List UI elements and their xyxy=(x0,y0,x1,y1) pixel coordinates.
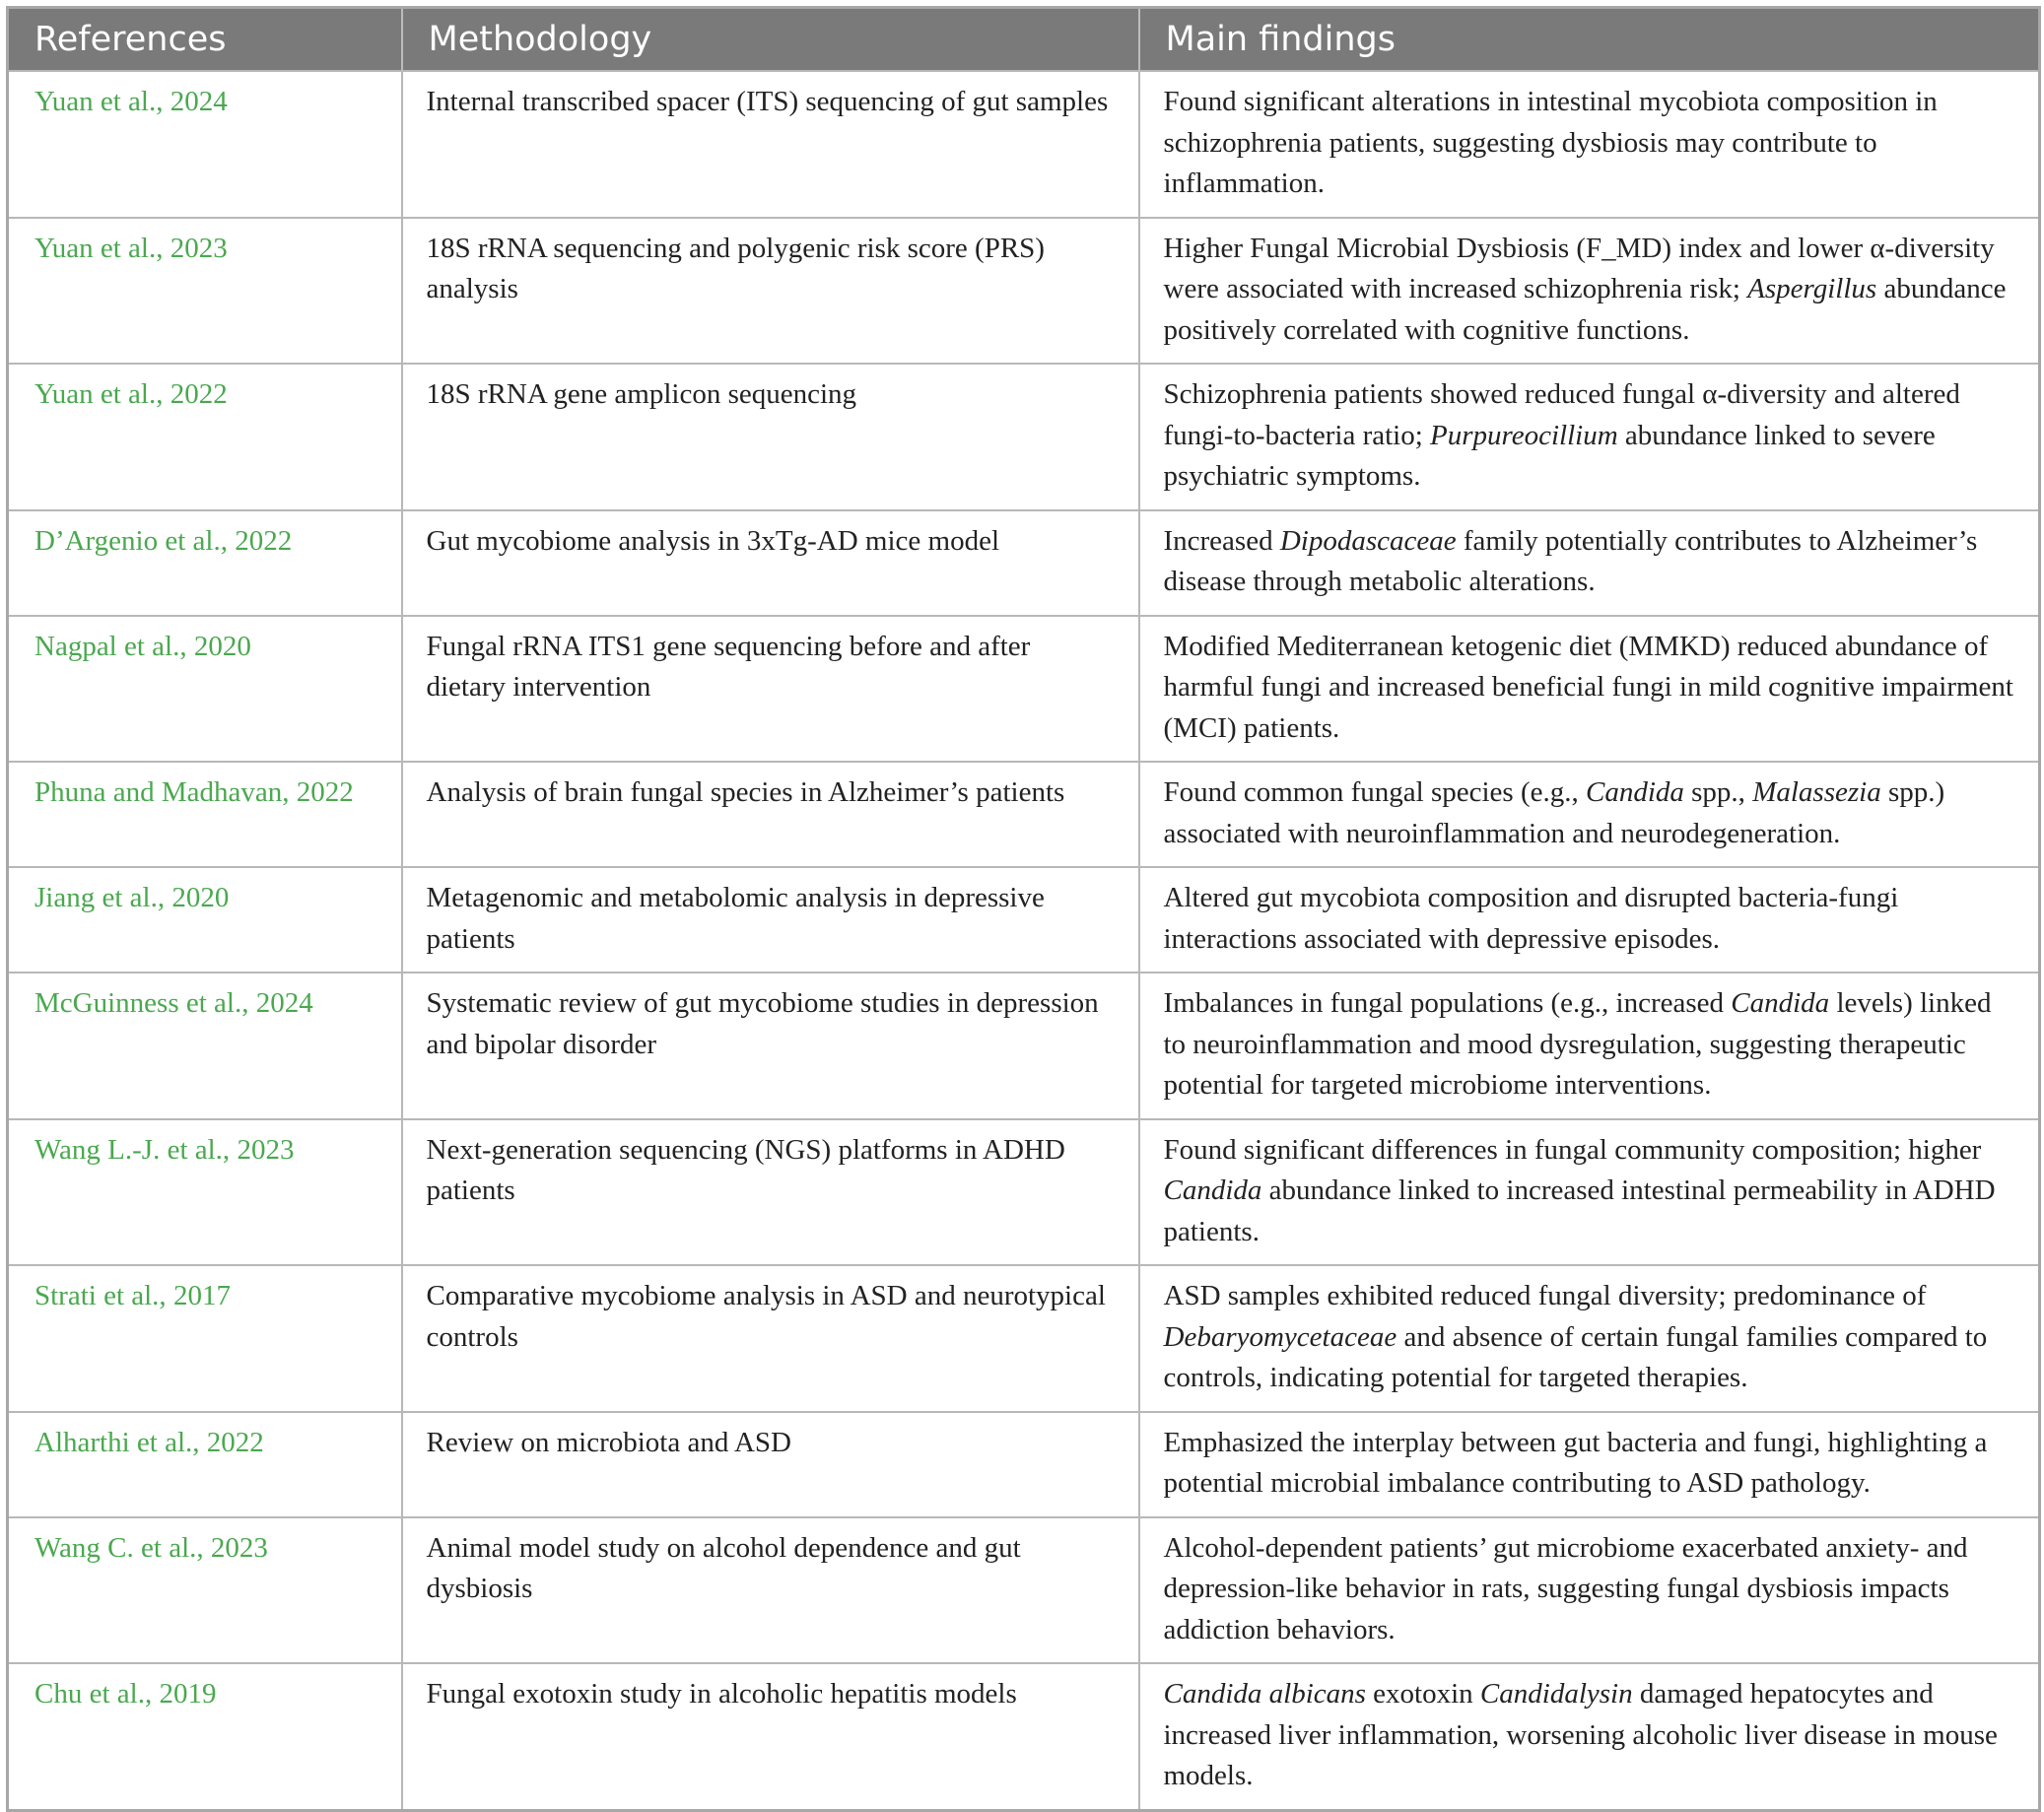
reference-cell xyxy=(8,616,402,763)
taxon-name: Debaryomycetaceae xyxy=(1163,1320,1397,1353)
reference-year-link[interactable]: 2019 xyxy=(159,1678,217,1710)
reference-year-link[interactable]: 2023 xyxy=(237,1133,295,1166)
reference-cell xyxy=(8,1412,402,1517)
findings-text: Increased xyxy=(1163,524,1280,557)
reference-cell xyxy=(8,867,402,973)
reference-cell xyxy=(8,973,402,1119)
table-header xyxy=(8,8,2040,72)
table-row xyxy=(8,867,2040,973)
table-row xyxy=(8,616,2040,763)
findings-text: and absence of certain fungal families compared to controls, indicating potential for targeted therapies. xyxy=(1163,1320,1988,1393)
taxon-name: Malassezia xyxy=(1752,776,1881,808)
table-row xyxy=(8,510,2040,616)
findings-table xyxy=(6,6,2041,1812)
findings-text: ASD samples exhibited reduced fungal diversity; predominance of xyxy=(1163,1280,1927,1311)
taxon-name: Candida xyxy=(1731,987,1830,1019)
methodology-cell: 18S rRNA sequencing and polygenic risk score (PRS) analysis xyxy=(402,218,1139,365)
methodology-cell: Analysis of brain fungal species in Alzheimer’s patients xyxy=(402,762,1139,867)
reference-year-link[interactable]: 2022 xyxy=(206,1426,264,1458)
reference-year-link[interactable]: 2022 xyxy=(296,776,354,808)
findings-cell xyxy=(1139,1265,2040,1412)
table-row xyxy=(8,973,2040,1119)
methodology-cell: Comparative mycobiome analysis in ASD and neurotypical controls xyxy=(402,1265,1139,1412)
findings-cell xyxy=(1139,616,2040,763)
findings-text: Found common fungal species (e.g., xyxy=(1163,776,1586,808)
findings-cell xyxy=(1139,1119,2040,1266)
findings-cell xyxy=(1139,762,2040,867)
taxon-name: Candida xyxy=(1163,1174,1262,1206)
header-row xyxy=(8,8,2040,72)
reference-authors-link[interactable]: Wang C. et al., xyxy=(34,1531,204,1564)
findings-cell xyxy=(1139,973,2040,1119)
findings-cell xyxy=(1139,71,2040,218)
findings-text: Schizophrenia patients showed reduced fungal α-diversity and altered fungi-to-bacteria ratio; xyxy=(1163,378,1960,451)
header-references: References xyxy=(8,8,402,72)
reference-authors-link[interactable]: D’Argenio et al., xyxy=(34,524,228,557)
header-main-findings: Main findings xyxy=(1139,8,2040,72)
methodology-cell: Systematic review of gut mycobiome studies in depression and bipolar disorder xyxy=(402,973,1139,1119)
reference-cell xyxy=(8,218,402,365)
taxon-name: Dipodascaceae xyxy=(1279,524,1457,557)
reference-cell xyxy=(8,762,402,867)
table-row xyxy=(8,1265,2040,1412)
findings-text: abundance linked to increased intestinal permeability in ADHD patients. xyxy=(1163,1174,1996,1247)
reference-cell xyxy=(8,71,402,218)
reference-year-link[interactable]: 2017 xyxy=(172,1280,231,1311)
findings-text: Imbalances in fungal populations (e.g., increased xyxy=(1163,987,1732,1019)
findings-cell xyxy=(1139,218,2040,365)
reference-year-link[interactable]: 2023 xyxy=(170,232,228,264)
reference-authors-link[interactable]: Alharthi et al., xyxy=(34,1426,200,1458)
findings-text: Found significant alterations in intestinal mycobiota composition in schizophrenia patients, suggesting dysbiosis may contribute to inflammation. xyxy=(1163,86,1938,199)
findings-text: Alcohol-dependent patients’ gut microbiome exacerbated anxiety- and depression-like behavior in rats, suggesting fungal dysbiosis impacts addiction behaviors. xyxy=(1163,1531,1968,1645)
reference-year-link[interactable]: 2022 xyxy=(170,378,228,410)
findings-text: Modified Mediterranean ketogenic diet (MMKD) reduced abundance of harmful fungi and increased beneficial fungi in mild cognitive impairment (MCI) patients. xyxy=(1163,630,2013,744)
reference-authors-link[interactable]: Chu et al., xyxy=(34,1678,153,1710)
reference-year-link[interactable]: 2024 xyxy=(255,987,313,1019)
findings-text: Altered gut mycobiota composition and disrupted bacteria-fungi interactions associated with depressive episodes. xyxy=(1163,882,1899,955)
table-row xyxy=(8,218,2040,365)
reference-authors-link[interactable]: Yuan et al., xyxy=(34,86,164,117)
table-row xyxy=(8,1412,2040,1517)
table-row xyxy=(8,1119,2040,1266)
findings-text: abundance positively correlated with cognitive functions. xyxy=(1163,273,2007,346)
findings-text: spp., xyxy=(1683,776,1753,808)
table-row xyxy=(8,364,2040,510)
findings-cell xyxy=(1139,364,2040,510)
reference-authors-link[interactable]: McGuinness et al., xyxy=(34,987,249,1019)
methodology-cell: Next-generation sequencing (NGS) platforms in ADHD patients xyxy=(402,1119,1139,1266)
reference-cell xyxy=(8,1265,402,1412)
findings-text: levels) linked to neuroinflammation and mood dysregulation, suggesting therapeutic potential for targeted microbiome interventions. xyxy=(1163,987,1992,1101)
reference-authors-link[interactable]: Jiang et al., xyxy=(34,882,166,913)
findings-cell xyxy=(1139,867,2040,973)
methodology-cell: Internal transcribed spacer (ITS) sequencing of gut samples xyxy=(402,71,1139,218)
reference-authors-link[interactable]: Strati et al., xyxy=(34,1280,167,1311)
findings-text: family potentially contributes to Alzheimer’s disease through metabolic alterations. xyxy=(1163,524,1978,597)
methodology-cell: 18S rRNA gene amplicon sequencing xyxy=(402,364,1139,510)
findings-text: Emphasized the interplay between gut bacteria and fungi, highlighting a potential microbial imbalance contributing to ASD pathology. xyxy=(1163,1426,1988,1499)
taxon-name: Candida xyxy=(1585,776,1684,808)
findings-text: Found significant differences in fungal community composition; higher xyxy=(1163,1133,1982,1166)
methodology-cell: Fungal rRNA ITS1 gene sequencing before and after dietary intervention xyxy=(402,616,1139,763)
table-row xyxy=(8,1517,2040,1664)
reference-year-link[interactable]: 2020 xyxy=(171,882,230,913)
findings-text: Higher Fungal Microbial Dysbiosis (F_MD) index and lower α-diversity were associated with increased schizophrenia risk; xyxy=(1163,232,1995,304)
findings-cell xyxy=(1139,510,2040,616)
reference-year-link[interactable]: 2022 xyxy=(235,524,293,557)
reference-authors-link[interactable]: Yuan et al., xyxy=(34,378,164,410)
taxon-name: Purpureocillium xyxy=(1430,419,1618,451)
taxon-name: Candida albicans xyxy=(1163,1678,1366,1710)
reference-authors-link[interactable]: Wang L.-J. et al., xyxy=(34,1133,231,1166)
taxon-name: Candidalysin xyxy=(1479,1678,1633,1710)
findings-text: spp.) associated with neuroinflammation and neurodegeneration. xyxy=(1163,776,1945,849)
methodology-cell: Animal model study on alcohol dependence and gut dysbiosis xyxy=(402,1517,1139,1664)
reference-authors-link[interactable]: Yuan et al., xyxy=(34,232,164,264)
table-body xyxy=(8,71,2040,1810)
header-methodology: Methodology xyxy=(402,8,1139,72)
reference-authors-link[interactable]: Nagpal et al., xyxy=(34,630,187,662)
table-row xyxy=(8,1663,2040,1810)
methodology-cell: Fungal exotoxin study in alcoholic hepatitis models xyxy=(402,1663,1139,1810)
methodology-cell: Gut mycobiome analysis in 3xTg-AD mice model xyxy=(402,510,1139,616)
findings-text: abundance linked to severe psychiatric symptoms. xyxy=(1163,419,1936,492)
taxon-name: Aspergillus xyxy=(1747,273,1877,304)
reference-cell xyxy=(8,1119,402,1266)
methodology-cell: Metagenomic and metabolomic analysis in depressive patients xyxy=(402,867,1139,973)
reference-year-link[interactable]: 2023 xyxy=(210,1531,268,1564)
table-row xyxy=(8,71,2040,218)
findings-cell xyxy=(1139,1412,2040,1517)
findings-text: exotoxin xyxy=(1365,1678,1480,1710)
methodology-cell: Review on microbiota and ASD xyxy=(402,1412,1139,1517)
findings-cell xyxy=(1139,1663,2040,1810)
reference-year-link[interactable]: 2020 xyxy=(193,630,251,662)
reference-cell xyxy=(8,1663,402,1810)
reference-authors-link[interactable]: Phuna and Madhavan, xyxy=(34,776,290,808)
reference-cell xyxy=(8,510,402,616)
findings-text: damaged hepatocytes and increased liver inflammation, worsening alcoholic liver disease in mouse models. xyxy=(1163,1678,1998,1791)
table-row xyxy=(8,762,2040,867)
reference-cell xyxy=(8,364,402,510)
reference-year-link[interactable]: 2024 xyxy=(170,86,228,117)
reference-cell xyxy=(8,1517,402,1664)
findings-cell xyxy=(1139,1517,2040,1664)
